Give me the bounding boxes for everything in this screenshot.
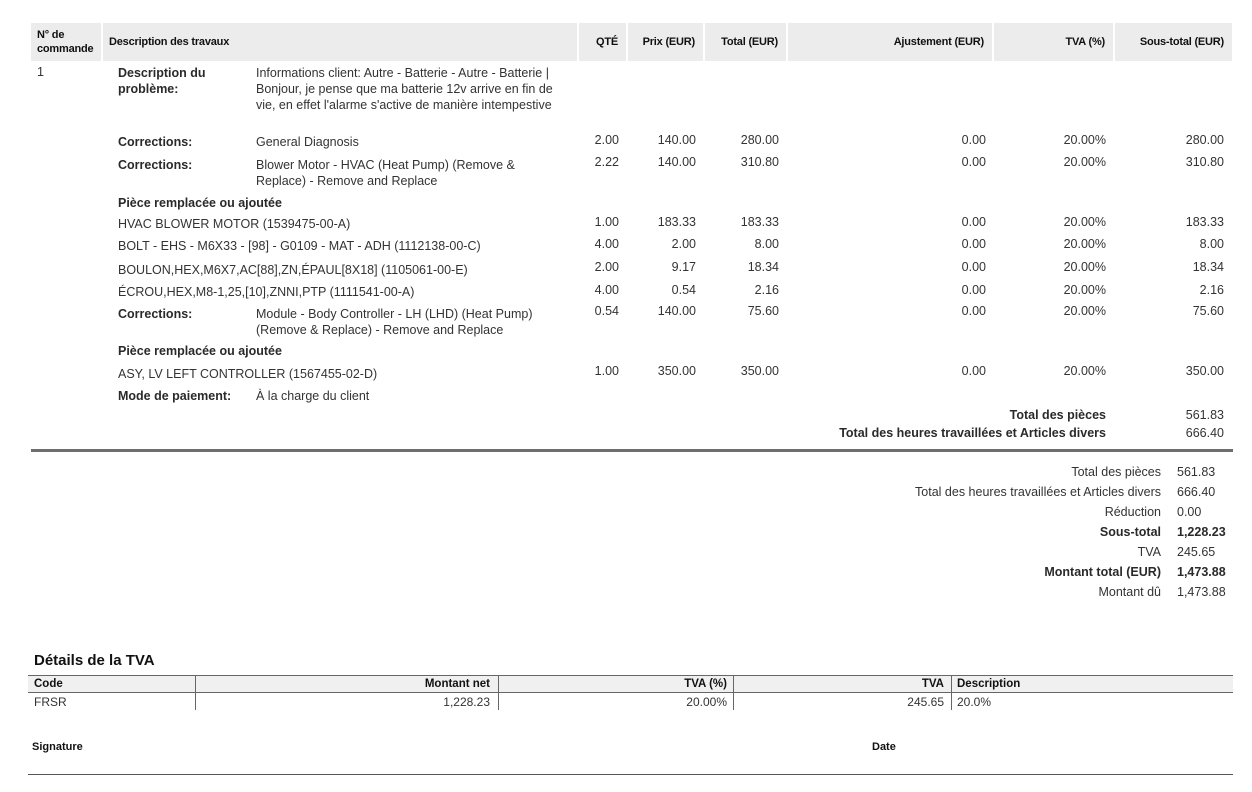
col-header-total [705,23,786,61]
vat-col-separator [498,675,499,710]
col-header-total-label: Total (EUR) [721,36,778,48]
vat-description: 20.0% [957,694,992,709]
part-description: BOLT - EHS - M6X33 - [98] - G0109 - MAT - ADH (1112138-00-C) [118,239,481,253]
line-adjustment: 0.00 [961,215,986,229]
summary-value: 1,473.88 [1177,585,1226,599]
line-total: 280.00 [740,133,779,147]
vat-code: FRSR [34,694,67,709]
line-label: Corrections: [118,135,193,149]
vat-header-net-label: Montant net [424,678,490,690]
part-description: ASY, LV LEFT CONTROLLER (1567455-02-D) [118,367,378,381]
col-header-adjustment [788,23,992,61]
part-description: HVAC BLOWER MOTOR (1539475-00-A) [118,217,351,231]
line-price: 140.00 [657,155,696,169]
summary-value: 0.00 [1177,505,1202,519]
vat-col-separator [951,675,952,710]
line-subtotal: 8.00 [1199,237,1224,251]
col-header-vat [994,23,1113,61]
date-label: Date [872,741,896,753]
order-number: 1 [37,65,44,79]
col-header-order-no [31,23,101,61]
line-adjustment: 0.00 [961,260,986,274]
vat-header-pct [498,675,733,693]
col-header-qty [579,23,626,61]
line-total: 18.34 [747,260,779,274]
line-subtotal: 280.00 [1185,133,1224,147]
summary-value: 1,473.88 [1177,565,1226,579]
line-price: 183.33 [657,215,696,229]
vat-header-pct-label: TVA (%) [684,678,727,690]
line-qty: 2.00 [594,133,619,147]
summary-label: Montant total (EUR) [1044,565,1161,579]
col-header-price [628,23,703,61]
line-total: 75.60 [747,304,779,318]
col-header-subtotal [1115,23,1232,61]
col-header-vat-label: TVA (%) [1065,36,1105,48]
line-qty: 2.22 [594,155,619,169]
summary-value: 561.83 [1177,465,1216,479]
line-subtotal: 310.80 [1185,155,1224,169]
summary-value: 666.40 [1177,485,1216,499]
summary-label: Montant dû [1098,585,1161,599]
order-parts-total-label: Total des pièces [1009,408,1106,422]
section-replaced-parts: Pièce remplacée ou ajoutée [118,344,282,358]
line-subtotal: 183.33 [1185,215,1224,229]
line-label: Corrections: [118,307,193,321]
problem-text: Informations client: Autre - Batterie - Autre - Batterie | Bonjour, je pense que ma batterie 12v arrive en fin de vie, en effet l'alarme s'active de manière intempestive [256,66,553,112]
line-subtotal: 18.34 [1192,260,1224,274]
line-price: 2.00 [671,237,696,251]
line-adjustment: 0.00 [961,133,986,147]
section-divider [31,449,1233,452]
line-qty: 0.54 [594,304,619,318]
part-description: ÉCROU,HEX,M8-1,25,[10],ZNNI,PTP (1111541-00-A) [118,285,415,299]
order-parts-total-value: 561.83 [1185,408,1224,422]
summary-label: Total des pièces [1071,465,1161,479]
summary-label: Total des heures travaillées et Articles divers [915,485,1161,499]
signature-label: Signature [32,741,83,753]
part-description: BOULON,HEX,M6X7,AC[88],ZN,ÉPAUL[8X18] (1105061-00-E) [118,263,468,277]
col-header-description [103,23,577,61]
line-total: 8.00 [754,237,779,251]
summary-label: Réduction [1104,505,1161,519]
line-adjustment: 0.00 [961,237,986,251]
line-vat: 20.00% [1063,364,1106,378]
col-header-qty-label: QTÉ [595,36,618,48]
line-adjustment: 0.00 [961,364,986,378]
col-header-price-label: Prix (EUR) [642,36,695,48]
line-adjustment: 0.00 [961,155,986,169]
vat-amount: 245.65 [907,694,944,709]
line-subtotal: 2.16 [1199,283,1224,297]
line-vat: 20.00% [1063,237,1106,251]
summary-value: 1,228.23 [1177,525,1226,539]
line-total: 350.00 [740,364,779,378]
vat-header-vat-label: TVA [921,678,944,690]
line-qty: 4.00 [594,283,619,297]
vat-header-code-label: Code [34,678,63,690]
line-vat: 20.00% [1063,155,1106,169]
line-description: Module - Body Controller - LH (LHD) (Heat Pump) (Remove & Replace) - Remove and Replace [256,307,533,337]
line-total: 310.80 [740,155,779,169]
line-description: General Diagnosis [256,135,359,149]
line-vat: 20.00% [1063,260,1106,274]
vat-header-vat [733,675,951,693]
vat-col-separator [733,675,734,710]
line-qty: 4.00 [594,237,619,251]
line-total: 183.33 [740,215,779,229]
order-labor-total-label: Total des heures travaillées et Articles divers [839,426,1106,440]
vat-header-net [195,675,498,693]
line-vat: 20.00% [1063,304,1106,318]
vat-header-code [28,675,195,693]
line-adjustment: 0.00 [961,283,986,297]
section-replaced-parts: Pièce remplacée ou ajoutée [118,196,282,210]
line-label: Corrections: [118,158,193,172]
line-vat: 20.00% [1063,215,1106,229]
line-description: Blower Motor - HVAC (Heat Pump) (Remove & Replace) - Remove and Replace [256,158,515,188]
vat-header-desc-label: Description [957,678,1021,690]
payment-label: Mode de paiement: [118,389,232,403]
line-price: 350.00 [657,364,696,378]
line-qty: 2.00 [594,260,619,274]
col-header-adjustment-label: Ajustement (EUR) [893,36,984,48]
problem-label: Description du problème: [118,66,206,96]
line-qty: 1.00 [594,215,619,229]
line-total: 2.16 [754,283,779,297]
vat-header-desc [951,675,1233,693]
line-price: 140.00 [657,304,696,318]
line-price: 140.00 [657,133,696,147]
col-header-description-label: Description des travaux [109,36,230,48]
vat-details-title: Détails de la TVA [34,652,155,669]
order-labor-total-value: 666.40 [1185,426,1224,440]
payment-value: À la charge du client [256,389,370,403]
vat-net: 1,228.23 [443,694,490,709]
vat-pct: 20.00% [686,694,727,709]
signature-line [28,774,1233,775]
vat-col-separator [195,675,196,710]
line-qty: 1.00 [594,364,619,378]
summary-label: Sous-total [1099,525,1161,539]
line-subtotal: 350.00 [1185,364,1224,378]
line-vat: 20.00% [1063,133,1106,147]
summary-label: TVA [1137,545,1161,559]
col-header-subtotal-label: Sous-total (EUR) [1139,36,1224,48]
line-price: 9.17 [671,260,696,274]
line-price: 0.54 [671,283,696,297]
summary-value: 245.65 [1177,545,1216,559]
line-subtotal: 75.60 [1192,304,1224,318]
col-header-order-no-label: N° de commande [37,29,94,55]
line-vat: 20.00% [1063,283,1106,297]
line-adjustment: 0.00 [961,304,986,318]
